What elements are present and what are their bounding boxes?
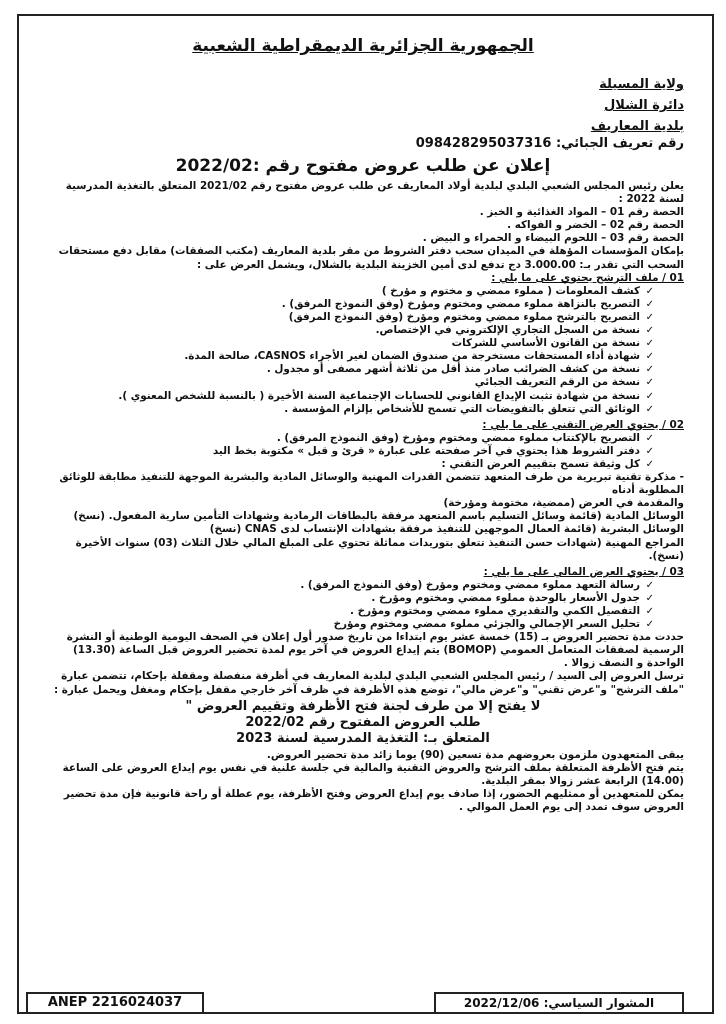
wilaya-line: ولاية المسيلة [599,77,684,92]
file1-title: 01 / ملف الترشح يحتوي على ما يلي : [491,271,684,284]
anep-reference: ANEP 2216024037 [26,992,204,1014]
lot-1: الحصة رقم 01 – المواد الغذائية و الخبز . [479,206,684,219]
envelope-notice [42,699,684,747]
technical-line: والمقدمة في العرض (ممضية، مختومة ومؤرخة) [443,497,684,510]
list-item: ✓ نسخة من كشف الضرائب صادر منذ أقل من ثلاثة أشهر مصفى أو مجدول . [42,363,654,376]
republic-heading: الجمهورية الجزائرية الديمقراطية الشعبية [192,36,534,56]
list-item: ✓ نسخة من شهادة تثبت الإيداع القانوني للحسابات الإجتماعية السنة الأخيرة ( بالنسبة للشخص المعنوي ). [42,390,654,403]
list-item: ✓ التصريح بالنزاهة مملوء ممضي ومختوم ومؤرخ (وفق النموذج المرفق) . [42,298,654,311]
tax-id: رقم تعريف الجبائي: 098428295037316 [415,136,684,151]
list-item: ✓ رسالة التعهد مملوء ممضي ومختوم ومؤرخ (وفق النموذج المرفق) . [42,579,654,592]
deadline-paragraph: حددت مدة تحضير العروض بـ (15) خمسة عشر يوم ابتداءا من تاريخ صدور أول إعلان في الصحف اليومية الوطنية أو النشرة الرسمية لصفقات المتعامل العمومي (BOMOP) يتم إيداع العروض في آخر يوم لمدة تحضير العروض قبل الساعة (13.30) الواحدة و النصف زوالا . [66,631,684,670]
list-item: ✓ نسخة من السجل التجاري الإلكتروني في الإختصاص. [42,324,654,337]
file2-list [42,432,684,471]
envelope-line: طلب العروض المفتوح رقم 2022/02 [245,714,481,730]
list-item: ✓ الوثائق التي تتعلق بالتفويضات التي تسمح للأشخاص بإلزام المؤسسة . [42,403,654,416]
envelope-line: لا يفتح إلا من طرف لجنة فتح الأظرفة وتقييم العروض " [185,698,541,714]
technical-line: المراجع المهنية (شهادات حسن التنفيذ تتعلق بتوريدات مماثلة تحتوي على المبلغ المالي خلال الثلاث (03) سنوات الأخيرة (نسخ). [75,536,684,562]
file3-title: 03 / يحتوي العرض المالي على ما يلي : [483,565,684,578]
list-item: ✓ كشف المعلومات ( مملوء ممضي و مختوم و مؤرخ ) [42,285,654,298]
list-item: ✓ كل وثيقة تسمح بتقييم العرض التقني : [42,458,654,471]
daira-line: دائرة الشلال [603,98,684,113]
list-item: ✓ نسخة من القانون الأساسي للشركات [42,337,654,350]
file1-list [42,285,684,416]
list-item: ✓ التصريح بالترشح مملوء ممضي ومختوم ومؤرخ (وفق النموذج المرفق) [42,311,654,324]
list-item: ✓ تحليل السعر الإجمالي والجزئي مملوء ممضي ومختوم ومؤرخ [42,618,654,631]
validity-paragraph: يبقى المتعهدون ملزمون بعروضهم مدة تسعين (90) يوما زائد مدة تحضير العروض. [266,748,684,761]
list-item: ✓ دفتر الشروط هذا يحتوي في آخر صفحته على عبارة « قرئ و قبل » مكتوبة بخط اليد [42,445,654,458]
list-item: ✓ التفصيل الكمي والتقديري مملوء ممضي ومختوم ومؤرخ . [42,605,654,618]
list-item: ✓ شهادة أداء المستحقات مستخرجة من صندوق الضمان لغير الأجراء CASNOS، صالحة المدة. [42,350,654,363]
list-item: ✓ جدول الأسعار بالوحدة مملوء ممضي ومختوم ومؤرخ . [42,592,654,605]
technical-line: الوسائل المادية (قائمة وسائل التسليم باسم المتعهد مرفقة بالبطاقات الرمادية وشهادات التأمين سارية المفعول. (نسخ) [73,510,684,523]
list-item: ✓ نسخة من الرقم التعريف الجبائي [42,376,654,389]
lot-3: الحصة رقم 03 – اللحوم البيضاء و الحمراء و البيض . [422,232,684,245]
withdrawal-paragraph: بإمكان المؤسسات المؤهلة في الميدان سحب دفتر الشروط من مقر بلدية المعاريف (مكتب الصفقات) مقابل دفع مستحقات السحب التي تقدر بـ: 3.000.00 دج تدفع لدى أمين الخزينة البلدية بالشلال، ويشمل العرض على : [58,245,684,271]
send-paragraph: ترسل العروض إلى السيد / رئيس المجلس الشعبي البلدي لبلدية المعاريف في أظرفة منفصلة ومقفلة بإحكام، تتضمن عبارة "ملف الترشح" و"عرض تقني" و"عرض مالي"، توضع هذه الأظرفة في ظرف آخر خارجي مقفل بإحكام ومغفل ويحمل عبارة : [53,670,684,696]
list-item: ✓ التصريح بالإكتتاب مملوء ممضي ومختوم ومؤرخ (وفق النموذج المرفق) . [42,432,654,445]
file3-list [42,579,684,631]
notice-title: إعلان عن طلب عروض مفتوح رقم :2022/02 [175,156,551,176]
press-reference: المشوار السياسي: 2022/12/06 [434,992,684,1014]
administration-block [484,74,684,137]
holiday-paragraph: يمكن للمتعهدين أو ممثليهم الحضور، إذا صادف يوم إيداع العروض وفتح الأظرفة، يوم عطلة أو راحة قانونية فإن مدة تحضير العروض سوف تمدد إلى يوم العمل الموالي . [63,787,684,814]
commune-line: بلدية المعاريف [590,119,684,134]
lot-2: الحصة رقم 02 – الخضر و الفواكه . [507,219,684,232]
file2-title: 02 / يحتوي العرض التقني على ما يلي : [482,418,684,431]
intro-paragraph: يعلن رئيس المجلس الشعبي البلدي لبلدية أولاد المعاريف عن طلب عروض مفتوح رقم 2021/02 المتعلق بالتغذية المدرسية لسنة 2022 : [65,180,684,206]
envelope-line: المتعلق بـ: التغذية المدرسية لسنة 2023 [236,730,490,746]
technical-memo: - مذكرة تقنية تبريرية من طرف المتعهد تتضمن القدرات المهنية والوسائل المادية والبشرية الموجهة للتنفيذ مطابقة للوثائق المطلوبة أدناه [59,471,684,497]
technical-line: الوسائل البشرية (قائمة العمال الموجهين للتنفيذ مرفقة بشهادات الإنتساب لدى CNAS (نسخ) [209,523,684,536]
notice-body [42,180,684,814]
opening-paragraph: يتم فتح الأظرفة المتعلقة بملف الترشح والعروض التقنية والمالية في جلسة علنية في نفس يوم إيداع العروض على الساعة (14.00) الرابعة عشر زوالا بمقر البلدية. [62,761,684,787]
